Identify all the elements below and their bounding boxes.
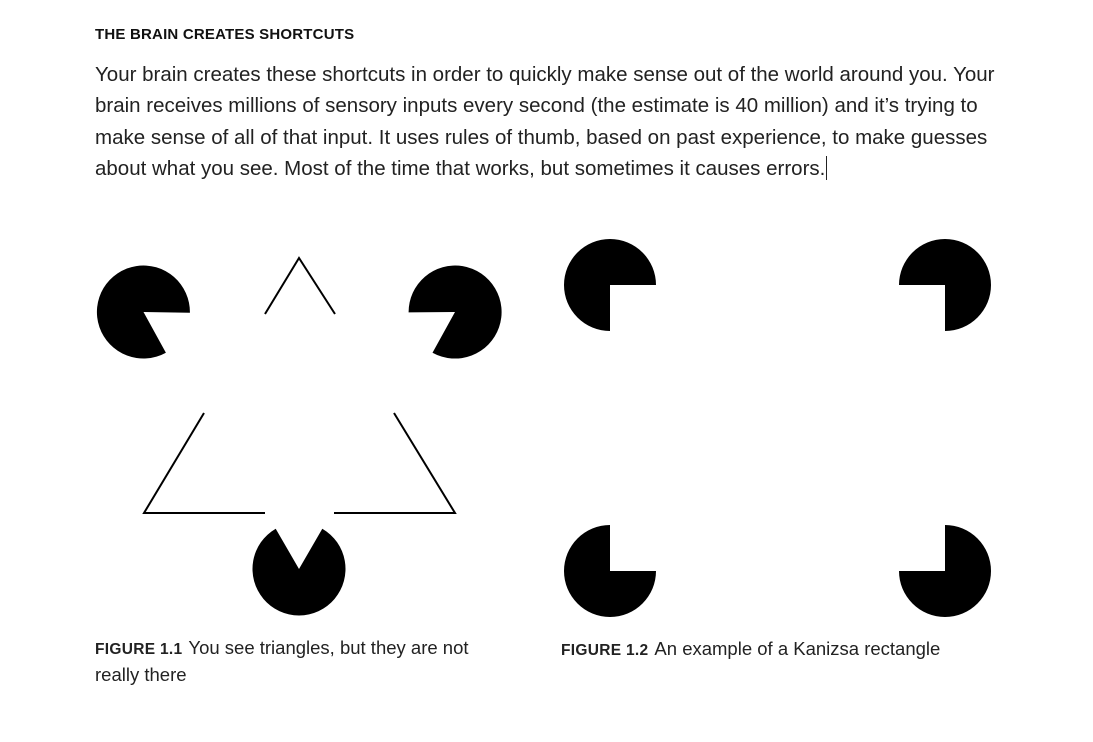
outline-triangle-apex <box>265 258 335 314</box>
outline-triangle <box>144 258 455 513</box>
section-heading: THE BRAIN CREATES SHORTCUTS <box>95 26 355 43</box>
figure-label: FIGURE 1.1 <box>95 641 183 658</box>
figure-1-1-caption <box>95 635 515 687</box>
outline-triangle-left-corner <box>144 413 265 513</box>
figure-caption-text: An example of a Kanizsa rectangle <box>654 638 941 659</box>
pacman-bottom <box>252 529 345 616</box>
kanizsa-corner-top-right <box>899 239 991 331</box>
figure-label: FIGURE 1.2 <box>561 642 649 659</box>
figure-caption-text: You see triangles, but they are not really there <box>95 637 469 685</box>
outline-triangle-right-corner <box>334 413 455 513</box>
kanizsa-corner-bottom-right <box>899 525 991 617</box>
kanizsa-corner-top-left <box>564 239 656 331</box>
figure-1-2-caption <box>561 636 1081 663</box>
pacman-top-left <box>97 266 190 359</box>
kanizsa-corner-bottom-left <box>564 525 656 617</box>
pacman-top-right <box>409 266 502 359</box>
body-text: Your brain creates these shortcuts in order to quickly make sense out of the world around you. Your brain receives millions of sensory inputs every second (the estimate is 40 million) and it’s trying to make sense of all of that input. It uses rules of thumb, based on past experience, to make guesses about what you see. Most of the time that works, but sometimes it causes errors. <box>95 63 995 180</box>
